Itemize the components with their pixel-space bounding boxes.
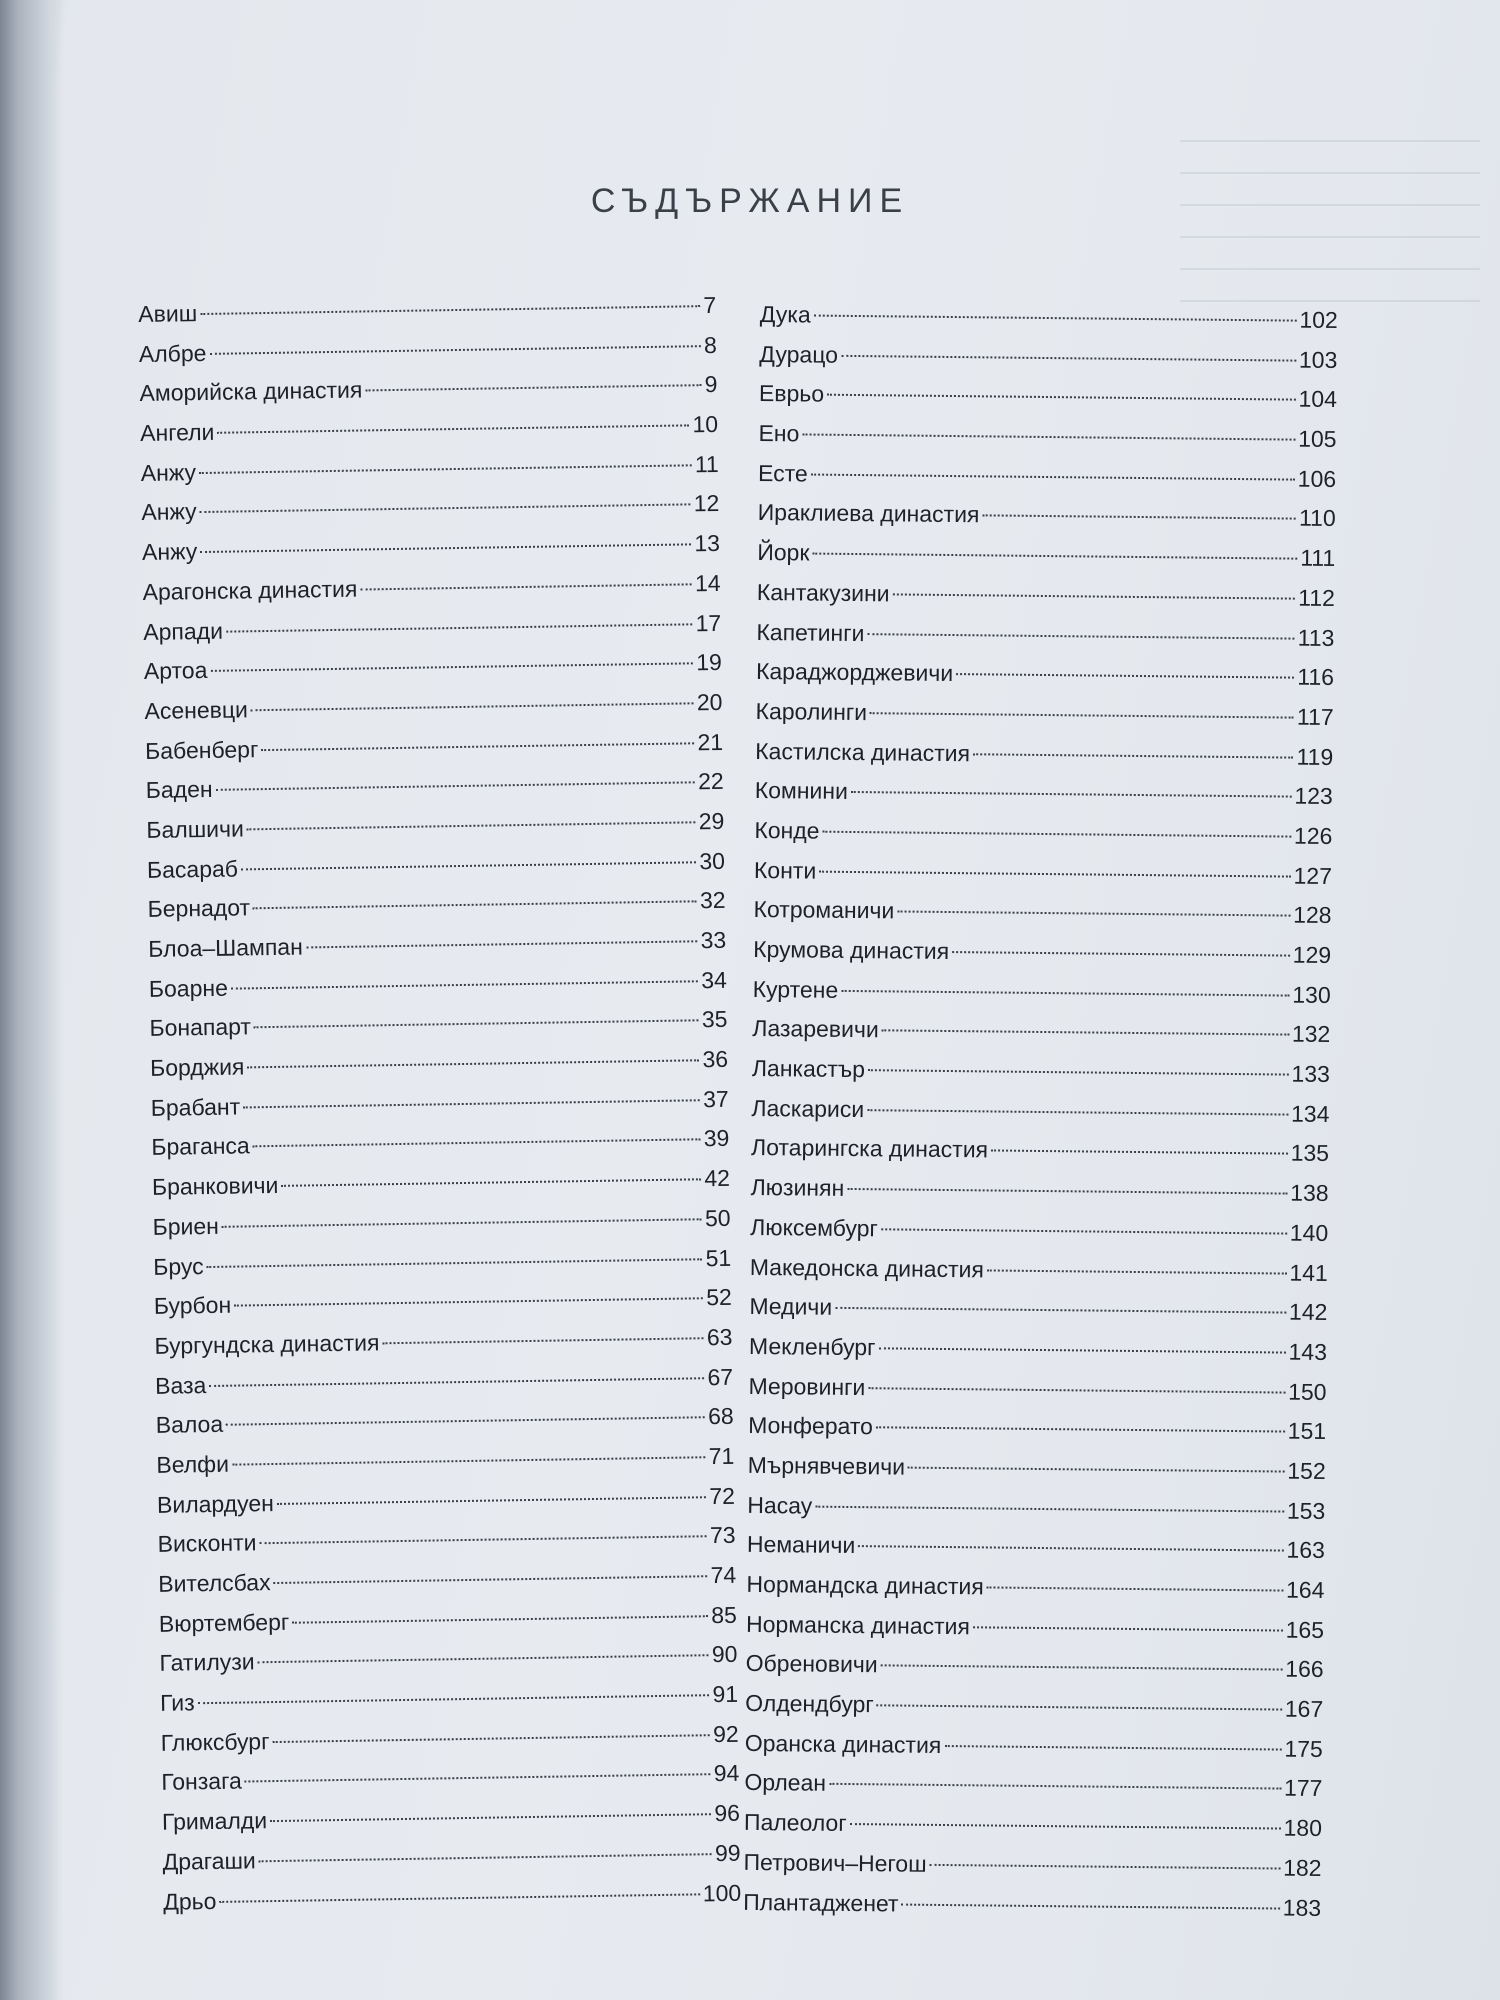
toc-entry xyxy=(744,1803,1322,1849)
toc-entry-page-number: 167 xyxy=(1284,1695,1324,1723)
toc-entry-name: Глюксбург xyxy=(160,1727,270,1756)
toc-entry-page-number: 106 xyxy=(1297,465,1337,492)
dot-leader xyxy=(253,1139,701,1148)
toc-entry-name: Вюртемберг xyxy=(158,1608,290,1637)
toc-entry xyxy=(745,1724,1323,1770)
toc-entry-name: Капетинги xyxy=(756,618,865,646)
dot-leader xyxy=(868,1387,1285,1393)
toc-entry-page-number: 63 xyxy=(706,1323,733,1351)
toc-entry-name: Валоа xyxy=(155,1411,224,1439)
dot-leader xyxy=(835,1307,1286,1314)
dot-leader xyxy=(881,1665,1283,1671)
toc-entry-page-number: 73 xyxy=(709,1522,736,1549)
toc-entry-name: Куртене xyxy=(752,975,839,1003)
dot-leader xyxy=(819,870,1290,877)
toc-entry-page-number: 135 xyxy=(1290,1140,1330,1167)
toc-entry-page-number: 182 xyxy=(1283,1854,1322,1881)
toc-entry-name: Конти xyxy=(753,856,817,884)
dot-leader xyxy=(247,821,696,830)
toc-entry-page-number: 133 xyxy=(1291,1060,1331,1088)
dot-leader xyxy=(987,1586,1283,1591)
dot-leader xyxy=(867,1109,1288,1115)
dot-leader xyxy=(261,742,694,751)
toc-entry-name: Крумова династия xyxy=(753,935,950,965)
dot-leader xyxy=(292,1615,708,1624)
dot-leader xyxy=(200,504,691,514)
dot-leader xyxy=(841,355,1296,362)
dot-leader xyxy=(877,1704,1282,1710)
toc-entry-page-number: 13 xyxy=(694,530,721,557)
toc-entry-name: Дука xyxy=(759,300,811,328)
toc-entry-name: Македонска династия xyxy=(749,1253,985,1282)
toc-entry xyxy=(755,692,1333,738)
dot-leader xyxy=(243,1099,700,1108)
toc-entry-page-number: 166 xyxy=(1285,1655,1324,1683)
toc-entry-name: Боарне xyxy=(148,974,229,1002)
dot-leader xyxy=(274,1575,708,1584)
toc-entry-page-number: 7 xyxy=(703,291,717,319)
toc-entry-name: Орлеан xyxy=(744,1769,827,1797)
toc-entry-page-number: 116 xyxy=(1297,663,1335,691)
toc-entry-name: Неманичи xyxy=(746,1531,856,1559)
toc-entry-page-number: 100 xyxy=(702,1879,742,1906)
dot-leader xyxy=(850,1823,1281,1830)
toc-entry xyxy=(753,970,1331,1016)
toc-entry-name: Артоа xyxy=(143,657,208,685)
dot-leader xyxy=(882,1030,1289,1036)
page-binding-shadow xyxy=(0,0,64,2000)
toc-entry-name: Каролинги xyxy=(755,697,868,726)
dot-leader xyxy=(893,593,1296,599)
toc-entry-page-number: 32 xyxy=(699,887,726,914)
dot-leader xyxy=(822,831,1291,838)
toc-entry-name: Лазаревичи xyxy=(752,1015,879,1043)
toc-entry-name: Мърнявчевичи xyxy=(747,1451,906,1480)
dot-leader xyxy=(870,712,1294,718)
toc-entry-name: Бабенберг xyxy=(144,735,259,764)
toc-entry xyxy=(760,295,1338,341)
dot-leader xyxy=(219,1893,699,1903)
toc-entry-name: Есте xyxy=(758,459,808,487)
toc-entry-name: Албре xyxy=(138,339,207,367)
toc-entry-name: Норманска династия xyxy=(745,1610,971,1639)
toc-entry-page-number: 37 xyxy=(702,1085,729,1112)
dot-leader xyxy=(365,385,701,392)
toc-entry-name: Браганса xyxy=(151,1132,250,1161)
toc-entry-name: Нормандска династия xyxy=(746,1570,984,1600)
toc-entry-page-number: 21 xyxy=(697,728,724,755)
toc-entry-page-number: 20 xyxy=(696,688,723,716)
toc-entry-page-number: 92 xyxy=(712,1720,739,1747)
toc-entry xyxy=(759,335,1337,381)
dot-leader xyxy=(879,1347,1286,1353)
toc-entry xyxy=(749,1287,1327,1333)
toc-entry xyxy=(751,1089,1329,1135)
toc-entry-name: Насау xyxy=(747,1491,813,1519)
dot-leader xyxy=(231,980,698,989)
dot-leader xyxy=(210,663,693,673)
dot-leader xyxy=(847,1188,1287,1195)
toc-entry-page-number: 126 xyxy=(1293,822,1333,849)
toc-entry-name: Ираклиева династия xyxy=(757,499,980,528)
dot-leader xyxy=(209,1377,704,1387)
dot-leader xyxy=(245,1774,711,1783)
toc-entry-name: Котроманичи xyxy=(753,896,895,924)
toc-entry-page-number: 151 xyxy=(1287,1417,1327,1445)
toc-entry xyxy=(758,414,1336,460)
dot-leader xyxy=(217,424,689,433)
dot-leader xyxy=(982,515,1296,520)
toc-entry xyxy=(756,652,1334,698)
dot-leader xyxy=(902,1903,1280,1909)
toc-entry-name: Оранска династия xyxy=(744,1729,942,1758)
dot-leader xyxy=(858,1545,1283,1551)
dot-leader xyxy=(944,1745,1281,1751)
toc-entry-page-number: 50 xyxy=(704,1204,731,1232)
toc-entry-page-number: 29 xyxy=(698,807,725,835)
toc-entry xyxy=(757,533,1335,579)
toc-entry-page-number: 119 xyxy=(1296,743,1334,770)
toc-entry-name: Асеневци xyxy=(144,696,249,724)
toc-entry-name: Монферато xyxy=(748,1412,874,1440)
toc-entry-page-number: 8 xyxy=(703,331,718,358)
toc-entry xyxy=(750,1168,1328,1214)
toc-entry-page-number: 102 xyxy=(1299,306,1338,334)
dot-leader xyxy=(198,1694,710,1704)
toc-entry-name: Борджия xyxy=(149,1053,245,1081)
toc-entry-name: Лотарингска династия xyxy=(750,1134,989,1163)
toc-entry-page-number: 94 xyxy=(713,1760,740,1787)
dot-leader xyxy=(199,464,692,474)
dot-leader xyxy=(241,861,696,870)
toc-entry-name: Бонапарт xyxy=(149,1013,252,1042)
toc-entry-name: Еврьо xyxy=(758,380,825,408)
toc-entry-page-number: 105 xyxy=(1298,425,1337,453)
dot-leader xyxy=(802,434,1295,441)
toc-entry-name: Медичи xyxy=(749,1293,833,1320)
toc-entry-page-number: 128 xyxy=(1293,901,1332,929)
dot-leader xyxy=(251,702,694,711)
toc-entry xyxy=(753,930,1331,976)
toc-entry xyxy=(745,1684,1323,1730)
toc-entry-name: Мекленбург xyxy=(748,1332,876,1361)
toc-entry-name: Дрьо xyxy=(163,1887,217,1915)
dot-leader xyxy=(200,305,700,315)
toc-entry-page-number: 103 xyxy=(1298,346,1338,373)
toc-entry-page-number: 110 xyxy=(1298,505,1336,532)
toc-entry xyxy=(755,771,1333,817)
dot-leader xyxy=(881,1228,1287,1234)
dot-leader xyxy=(851,791,1292,798)
toc-entry-page-number: 123 xyxy=(1294,782,1333,810)
toc-entry-page-number: 163 xyxy=(1286,1536,1326,1564)
toc-entry-page-number: 42 xyxy=(704,1164,731,1192)
toc-entry-page-number: 140 xyxy=(1289,1219,1329,1246)
toc-entry-name: Кастилска династия xyxy=(755,737,971,766)
toc-entry-name: Дурацо xyxy=(759,340,839,368)
toc-entry-name: Олдендбург xyxy=(745,1689,874,1718)
toc-entry-page-number: 141 xyxy=(1289,1259,1328,1286)
dot-leader xyxy=(253,901,697,910)
dot-leader xyxy=(260,1536,707,1545)
toc-entry xyxy=(748,1367,1326,1413)
dot-leader xyxy=(270,1813,711,1822)
toc-entry-name: Анжу xyxy=(141,498,197,526)
toc-entry-page-number: 165 xyxy=(1285,1616,1325,1643)
toc-entry-name: Велфи xyxy=(156,1450,230,1478)
toc-entry-name: Палеолог xyxy=(743,1809,847,1837)
dot-leader xyxy=(876,1427,1285,1433)
dot-leader xyxy=(259,1853,712,1862)
toc-entry-page-number: 111 xyxy=(1300,544,1336,572)
dot-leader xyxy=(216,782,696,792)
toc-entry-page-number: 36 xyxy=(702,1045,729,1073)
dot-leader xyxy=(360,583,692,590)
toc-entry-name: Драгаши xyxy=(162,1847,256,1875)
toc-entry-name: Ангели xyxy=(139,418,215,447)
toc-entry xyxy=(752,1009,1330,1055)
toc-entry-name: Люксембург xyxy=(750,1213,878,1242)
toc-entry xyxy=(747,1486,1325,1532)
toc-entry-page-number: 90 xyxy=(711,1641,738,1668)
toc-entry xyxy=(745,1644,1323,1690)
toc-entry xyxy=(753,890,1331,936)
toc-entry-name: Обреновичи xyxy=(745,1650,878,1678)
dot-leader xyxy=(234,1297,703,1306)
toc-entry-page-number: 74 xyxy=(710,1561,737,1589)
toc-entry-name: Анжу xyxy=(141,538,198,566)
toc-left-column xyxy=(138,286,741,1922)
dot-leader xyxy=(207,1258,703,1268)
toc-entry-page-number: 177 xyxy=(1283,1775,1323,1802)
dot-leader xyxy=(812,553,1297,560)
dot-leader xyxy=(814,315,1297,322)
toc-entry-page-number: 12 xyxy=(693,490,720,517)
toc-entry-name: Петрович–Негош xyxy=(743,1848,927,1877)
toc-entry-name: Балшичи xyxy=(146,815,245,843)
toc-entry-page-number: 99 xyxy=(714,1839,741,1866)
toc-entry-name: Конде xyxy=(754,816,820,844)
toc-entry-name: Караджорджевичи xyxy=(755,658,954,687)
toc-entry xyxy=(754,851,1332,897)
toc-entry-page-number: 85 xyxy=(711,1601,738,1628)
dot-leader xyxy=(306,940,698,948)
toc-entry-page-number: 39 xyxy=(703,1125,730,1152)
toc-entry-page-number: 180 xyxy=(1283,1814,1323,1842)
toc-entry-page-number: 68 xyxy=(707,1403,734,1430)
toc-entry-page-number: 17 xyxy=(695,609,722,636)
toc-entry-name: Арагонска династия xyxy=(142,575,358,605)
toc-entry xyxy=(743,1882,1321,1928)
toc-entry-page-number: 19 xyxy=(696,649,723,676)
dot-leader xyxy=(867,633,1294,639)
dot-leader xyxy=(232,1456,706,1465)
toc-entry-name: Анжу xyxy=(140,458,197,486)
toc-entry xyxy=(744,1763,1322,1809)
toc-entry-name: Люзинян xyxy=(750,1174,845,1202)
toc-entry-page-number: 14 xyxy=(694,569,721,597)
toc-entry xyxy=(749,1327,1327,1373)
dot-leader xyxy=(226,1416,705,1426)
dot-leader xyxy=(908,1467,1284,1473)
toc-entry-page-number: 132 xyxy=(1291,1020,1331,1048)
toc-entry-page-number: 183 xyxy=(1282,1894,1322,1921)
toc-entry-page-number: 33 xyxy=(700,926,727,954)
dot-leader xyxy=(222,1218,702,1228)
toc-entry xyxy=(754,811,1332,857)
dot-leader xyxy=(897,911,1290,917)
dot-leader xyxy=(247,1059,699,1068)
dot-leader xyxy=(991,1150,1288,1155)
toc-entry-page-number: 22 xyxy=(697,768,724,795)
toc-entry xyxy=(747,1525,1325,1571)
toc-entry-page-number: 164 xyxy=(1285,1576,1325,1603)
toc-entry-name: Авиш xyxy=(138,300,198,327)
toc-entry-name: Вилардуен xyxy=(156,1489,275,1518)
toc-entry-page-number: 127 xyxy=(1293,862,1333,889)
dot-leader xyxy=(226,623,693,632)
toc-entry-name: Бургундска династия xyxy=(154,1329,380,1359)
toc-entry-name: Брус xyxy=(153,1252,204,1280)
toc-entry-page-number: 130 xyxy=(1292,981,1331,1008)
toc-entry-name: Висконти xyxy=(157,1529,257,1558)
dot-leader xyxy=(200,543,691,553)
toc-entry-page-number: 10 xyxy=(692,410,719,438)
toc-entry-name: Ено xyxy=(758,420,800,447)
toc-right-column xyxy=(743,295,1338,1928)
toc-entry xyxy=(750,1247,1328,1293)
toc-entry-name: Арпади xyxy=(143,617,224,645)
toc-entry-page-number: 104 xyxy=(1298,386,1338,413)
toc-entry xyxy=(752,1049,1330,1095)
toc-entry-name: Брабант xyxy=(150,1093,241,1121)
dot-leader xyxy=(930,1864,1281,1870)
toc-entry-page-number: 153 xyxy=(1286,1497,1326,1524)
toc-entry-name: Йорк xyxy=(757,539,810,566)
toc-entry-name: Гонзага xyxy=(161,1767,242,1796)
toc-entry-name: Бриен xyxy=(152,1212,220,1240)
toc-entry xyxy=(755,732,1333,778)
toc-entry-page-number: 138 xyxy=(1290,1179,1329,1207)
toc-entry-name: Басараб xyxy=(146,855,239,883)
toc-entry xyxy=(743,1843,1321,1889)
toc-entry-name: Бурбон xyxy=(153,1291,232,1320)
dot-leader xyxy=(382,1337,703,1344)
toc-entry-name: Плантадженет xyxy=(743,1888,899,1917)
toc-entry-name: Бернадот xyxy=(147,894,251,923)
toc-entry-page-number: 52 xyxy=(706,1283,733,1311)
toc-entry xyxy=(746,1565,1324,1611)
toc-entry-name: Кантакузини xyxy=(756,578,890,607)
toc-entry-page-number: 152 xyxy=(1287,1457,1326,1484)
dot-leader xyxy=(956,673,1294,679)
toc-entry-page-number: 113 xyxy=(1297,624,1335,651)
toc-entry-page-number: 30 xyxy=(699,847,726,874)
toc-entry-page-number: 175 xyxy=(1284,1735,1323,1762)
toc-entry xyxy=(748,1406,1326,1452)
toc-entry-page-number: 91 xyxy=(712,1680,739,1708)
toc-entry xyxy=(756,612,1334,658)
toc-entry-name: Вителсбах xyxy=(158,1569,271,1597)
dot-leader xyxy=(811,473,1295,480)
toc-entry-name: Блоа–Шампан xyxy=(148,933,303,962)
toc-entry-page-number: 129 xyxy=(1292,941,1332,969)
toc-entry-name: Гиз xyxy=(159,1689,195,1716)
dot-leader xyxy=(827,394,1295,401)
toc-entry-page-number: 142 xyxy=(1288,1298,1328,1326)
toc-entry-page-number: 143 xyxy=(1288,1338,1328,1365)
toc-entry xyxy=(758,493,1336,539)
toc-entry xyxy=(746,1605,1324,1651)
toc-entry xyxy=(750,1208,1328,1254)
toc-entry-page-number: 11 xyxy=(694,450,719,478)
dot-leader xyxy=(281,1178,701,1187)
toc-entry-name: Комнини xyxy=(754,777,849,805)
toc-entry-page-number: 150 xyxy=(1288,1378,1327,1405)
toc-entry-page-number: 67 xyxy=(707,1363,734,1390)
toc-entry-page-number: 71 xyxy=(708,1442,735,1470)
toc-entry-page-number: 134 xyxy=(1290,1100,1330,1127)
dot-leader xyxy=(973,1626,1283,1631)
dot-leader xyxy=(987,1269,1287,1274)
toc-entry-page-number: 72 xyxy=(709,1482,736,1509)
toc-entry-page-number: 9 xyxy=(704,371,718,398)
toc-entry-name: Меровинги xyxy=(748,1372,866,1400)
toc-entry-name: Ваза xyxy=(154,1371,207,1399)
toc-entry xyxy=(751,1128,1329,1174)
toc-entry xyxy=(757,573,1335,619)
toc-entry-name: Гатилузи xyxy=(159,1648,255,1677)
toc-entry-name: Ласкариси xyxy=(751,1094,865,1122)
dot-leader xyxy=(973,753,1293,758)
toc-entry-page-number: 112 xyxy=(1298,584,1335,611)
toc-entry-name: Грималди xyxy=(161,1807,268,1835)
dot-leader xyxy=(258,1655,709,1664)
dot-leader xyxy=(952,951,1290,957)
toc-entry-page-number: 34 xyxy=(701,966,728,993)
dot-leader xyxy=(272,1734,710,1743)
page-title: СЪДЪРЖАНИЕ xyxy=(590,182,910,220)
toc-entry-name: Ланкастър xyxy=(751,1055,866,1083)
toc-entry-name: Бранковичи xyxy=(151,1172,279,1201)
toc-entry-page-number: 117 xyxy=(1296,703,1334,730)
dot-leader xyxy=(829,1783,1281,1790)
toc-entry-page-number: 96 xyxy=(714,1799,741,1827)
toc-entry xyxy=(748,1446,1326,1492)
dot-leader xyxy=(841,990,1289,997)
toc-entry-name: Баден xyxy=(145,776,213,804)
dot-leader xyxy=(277,1496,707,1505)
toc-entry-name: Аморийска династия xyxy=(139,376,363,407)
toc-entry-page-number: 51 xyxy=(705,1244,732,1271)
dot-leader xyxy=(209,345,701,355)
toc-entry xyxy=(758,454,1336,500)
dot-leader xyxy=(254,1020,699,1029)
dot-leader xyxy=(868,1069,1288,1075)
dot-leader xyxy=(815,1505,1284,1512)
toc-entry xyxy=(759,374,1337,420)
toc-entry-page-number: 35 xyxy=(701,1006,728,1033)
